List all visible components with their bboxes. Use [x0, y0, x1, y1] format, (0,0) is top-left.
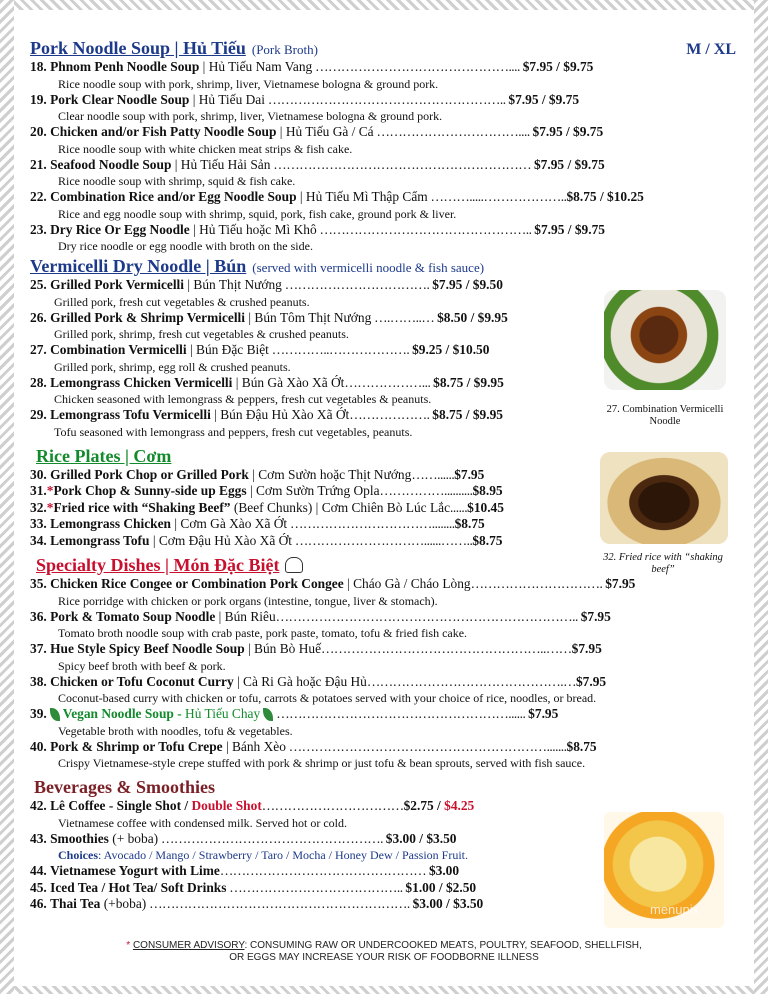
section-header	[34, 777, 740, 798]
item-price: $8.75 / $9.95	[433, 374, 504, 390]
menu-item	[30, 59, 740, 92]
item-number: 39.	[30, 706, 47, 721]
item-description: Crispy Vietnamese-style crepe stuffed with pork & shrimp or just tofu & bean sprouts, served with fish sauce.	[58, 756, 586, 770]
section-title: Vermicelli Dry Noodle | Bún	[30, 256, 247, 276]
item-name-vn: | Hủ Tiếu Hải Sản	[174, 156, 271, 172]
item-price: $3.00 / $3.50	[412, 896, 484, 911]
item-number: 36.	[30, 608, 47, 624]
frame-right-border	[754, 0, 768, 994]
item-name: Vietnamese Yogurt with Lime	[50, 863, 220, 878]
vegan-leaf-icon	[50, 708, 60, 721]
menu-item	[30, 641, 740, 674]
menu-item	[30, 124, 740, 157]
item-name-vn: | Hủ Tiếu Nam Vang	[202, 59, 313, 74]
section-note: (served with vermicelli noodle & fish sauce)	[252, 260, 485, 275]
item-name: Pork Chop & Sunny-side up Eggs	[53, 483, 247, 498]
item-name-vn: | Hủ Tiếu Gà / Cá	[279, 124, 374, 139]
item-number: 33.	[30, 516, 47, 531]
menu-item	[30, 739, 740, 772]
item-name: Combination Rice and/or Egg Noodle Soup	[50, 189, 297, 204]
leader-dots: …………………………......……..	[292, 532, 473, 548]
item-name-vn: | Bún Bò Huế	[248, 641, 322, 656]
item-name: Fried rice with “Shaking Beef”	[53, 499, 231, 515]
item-number: 46.	[30, 896, 47, 911]
vermicelli-caption: 27. Combination Vermicelli Noodle	[606, 404, 724, 427]
leader-dots: ……………………………........	[287, 516, 455, 531]
item-price: $3.00 / $3.50	[385, 830, 457, 846]
leader-dots: …………………………………………………….......	[285, 738, 567, 754]
leader-dots: ……......	[411, 466, 455, 482]
item-price: $1.00 / $2.50	[405, 879, 477, 895]
item-price: $8.50 / $9.95	[437, 309, 508, 325]
item-number: 21.	[30, 156, 47, 172]
item-number: 32.	[30, 499, 47, 515]
menu-item	[30, 674, 740, 707]
item-name: Grilled Pork Chop or Grilled Pork	[50, 466, 249, 482]
item-name: Lemongrass Tofu Vermicelli	[50, 407, 211, 422]
item-name-vn: | Cà Ri Gà hoặc Đậu Hủ	[237, 673, 367, 689]
section-pork-noodle	[30, 38, 740, 254]
leader-dots: ……………….	[349, 407, 433, 422]
item-separator: /	[181, 798, 192, 813]
section-title: Specialty Dishes | Món Đặc Biệt	[36, 555, 280, 575]
leader-dots: …………………………………………	[219, 863, 429, 878]
item-name: Combination Vermicelli	[50, 342, 187, 357]
item-price: $7.95 / $9.75	[522, 59, 594, 74]
item-name-vn: | Bún Tôm Thịt Nướng	[248, 309, 372, 325]
leader-dots: ……………………………………………………………..	[275, 608, 581, 624]
item-description: Grilled pork, shrimp, fresh cut vegetables & crushed peanuts.	[54, 327, 349, 341]
advisory-line2: OR EGGS MAY INCREASE YOUR RISK OF FOODBORNE ILLNESS	[229, 952, 539, 963]
section-title: Beverages & Smoothies	[34, 777, 215, 797]
section-title: Pork Noodle Soup | Hủ Tiếu	[30, 38, 246, 58]
item-name-vn: | Bún Đặc Biệt	[189, 342, 269, 357]
item-number: 31.	[30, 483, 47, 498]
item-name-vn: (+ boba)	[112, 830, 159, 846]
menu-item	[30, 222, 740, 255]
item-price: $9.25 / $10.50	[412, 342, 490, 357]
item-description: Dry rice noodle or egg noodle with broth on the side.	[58, 239, 313, 253]
item-description: Spicy beef broth with beef & pork.	[58, 658, 226, 673]
menu-item	[30, 706, 740, 739]
item-name: Grilled Pork & Shrimp Vermicelli	[50, 309, 245, 325]
item-description: Clear noodle soup with pork, shrimp, liver, Vietnamese bologna & ground pork.	[58, 109, 443, 123]
item-name-vn: | Cơm Sườn hoặc Thịt Nướng	[252, 466, 412, 482]
item-number: 28.	[30, 374, 47, 390]
item-name-vn: (+boba)	[103, 896, 147, 911]
menu-item	[30, 576, 740, 609]
watermark: menupix	[650, 902, 700, 917]
fried-rice-photo	[600, 452, 728, 544]
advisory-line1: : CONSUMING RAW OR UNDERCOOKED MEATS, POULTRY, SEAFOOD, SHELLFISH,	[244, 940, 642, 951]
leader-dots: ……………..........	[379, 483, 473, 498]
leader-dots: ………………………………………………......	[276, 706, 529, 721]
item-description: Rice and egg noodle soup with shrimp, squid, pork, fish cake, ground pork & liver.	[58, 206, 457, 221]
item-price: $7.95	[605, 576, 636, 591]
item-star: *	[46, 483, 54, 498]
item-name-vn: | Bún Thịt Nướng	[187, 277, 282, 292]
item-number: 18.	[30, 59, 47, 74]
item-name-vn: | Bún Riêu	[218, 608, 276, 624]
item-number: 26.	[30, 309, 47, 325]
menu-item	[30, 189, 740, 222]
item-name-vn: | Hủ Tiếu Mì Thập Cẩm	[299, 189, 428, 204]
item-name: Dry Rice Or Egg Noodle	[50, 221, 190, 237]
section-header	[30, 38, 740, 59]
item-name: Lê Coffee - Single Shot	[50, 798, 182, 813]
item-number: 23.	[30, 221, 47, 237]
item-name: Grilled Pork Vermicelli	[50, 277, 184, 292]
leader-dots: ……….....………………..	[427, 189, 567, 204]
item-name-vn: (Beef Chunks) | Cơm Chiên Bò Lúc Lắc	[233, 499, 451, 515]
item-name-alt: Double Shot	[191, 798, 262, 813]
item-name-vn: | Cơm Đậu Hủ Xào Xã Ớt	[152, 532, 292, 548]
menu-item	[30, 609, 740, 642]
leader-dots: ………………...	[344, 374, 434, 390]
consumer-advisory	[0, 940, 768, 964]
item-name: Lemongrass Chicken	[50, 516, 172, 531]
item-price: $7.95	[580, 608, 611, 624]
item-name: Chicken or Tofu Coconut Curry	[50, 673, 234, 689]
item-number: 43.	[30, 830, 47, 846]
leader-dots: ……………………………………….…	[366, 673, 576, 689]
item-description: Chicken seasoned with lemongrass & peppers, fresh cut vegetables & peanuts.	[54, 392, 432, 406]
vermicelli-photo	[604, 290, 726, 390]
leader-dots: ………………………………………....	[312, 59, 523, 74]
leader-dots: …………………………………..	[226, 879, 406, 895]
choices-label: Choices	[58, 848, 98, 862]
item-name: Seafood Noodle Soup	[50, 156, 172, 172]
item-number: 30.	[30, 466, 47, 482]
item-price: $3.00	[428, 863, 460, 878]
item-name: Chicken and/or Fish Patty Noodle Soup	[50, 124, 277, 139]
item-description: Rice noodle soup with pork, shrimp, liver, Vietnamese bologna & ground pork.	[58, 76, 439, 91]
item-price: $7.95 / $9.75	[508, 91, 580, 107]
item-number: 44.	[30, 863, 47, 878]
item-description: Rice noodle soup with shrimp, squid & fish cake.	[58, 174, 296, 188]
item-price: $10.45	[467, 499, 504, 515]
leader-dots: …………………………………………….	[158, 830, 386, 846]
item-name: Vegan Noodle Soup -	[62, 706, 182, 721]
item-number: 40.	[30, 738, 47, 754]
item-name: Phnom Penh Noodle Soup	[50, 59, 200, 74]
item-price: $8.75	[566, 738, 597, 754]
item-number: 20.	[30, 124, 47, 139]
item-number: 25.	[30, 277, 47, 292]
item-price: $8.75 / $9.95	[432, 407, 503, 422]
item-name: Smoothies	[50, 830, 109, 846]
item-number: 37.	[30, 641, 47, 656]
item-description: Grilled pork, shrimp, egg roll & crushed peanuts.	[54, 359, 291, 374]
leader-dots: ……………………………………………..……	[321, 641, 572, 656]
item-number: 42.	[30, 798, 47, 813]
item-price-alt: $4.25	[444, 798, 475, 813]
leader-dots: ….……..…	[371, 309, 438, 325]
item-description: Coconut-based curry with chicken or tofu, carrots & potatoes served with your choice of rice, noodles, or bread.	[58, 691, 597, 705]
frame-bottom-border	[0, 986, 768, 994]
section-title: Rice Plates | Cơm	[36, 445, 172, 466]
leader-dots: ......	[450, 499, 468, 515]
item-name: Pork & Shrimp or Tofu Crepe	[50, 738, 223, 754]
item-name-vn: Hủ Tiếu Chay	[185, 706, 261, 721]
fried-rice-caption: 32. Fried rice with “shaking beef”	[603, 552, 723, 575]
item-number: 27.	[30, 342, 47, 357]
leader-dots: ………………………………………………..	[264, 91, 509, 107]
item-description: Rice noodle soup with white chicken meat strips & fish cake.	[58, 141, 353, 156]
item-name-vn: | Hủ Tiếu Dai	[192, 91, 265, 107]
item-name-vn: | Cháo Gà / Cháo Lòng	[347, 576, 471, 591]
item-name: Lemongrass Tofu	[50, 532, 150, 548]
item-number: 19.	[30, 91, 47, 107]
item-name-vn: | Hủ Tiếu hoặc Mì Khô	[193, 221, 317, 237]
item-description: Tofu seasoned with lemongrass and peppers, fresh cut vegetables, peanuts.	[54, 424, 413, 439]
item-name-vn: | Cơm Gà Xào Xã Ớt	[174, 516, 288, 531]
item-description: Vegetable broth with noodles, tofu & vegetables.	[58, 723, 293, 738]
item-price: $7.95 / $9.75	[534, 221, 605, 237]
item-name: Thai Tea	[50, 896, 101, 911]
vegan-leaf-icon	[263, 708, 273, 721]
item-name: Pork & Tomato Soup Noodle	[50, 608, 216, 624]
item-name-vn: | Cơm Sườn Trứng Opla	[249, 483, 380, 498]
item-description: Tomato broth noodle soup with crab paste, pork paste, tomato, tofu & fried fish cake.	[58, 626, 468, 640]
item-price: $7.95	[528, 706, 559, 721]
choices-text: : Avocado / Mango / Strawberry / Taro / Mocha / Honey Dew / Passion Fruit.	[98, 848, 468, 862]
leader-dots: ………………………….	[470, 576, 606, 591]
item-description: Vietnamese coffee with condensed milk. Served hot or cold.	[58, 815, 347, 830]
item-description: Rice porridge with chicken or pork organs (intestine, tongue, liver & stomach).	[58, 593, 438, 608]
section-note: (Pork Broth)	[251, 42, 318, 57]
frame-top-border	[0, 0, 768, 10]
item-price: $7.95	[571, 641, 602, 656]
leader-dots: ……………………………....	[373, 124, 533, 139]
leader-dots: ……………………………………………………	[270, 156, 534, 172]
section-header	[30, 256, 740, 277]
item-price: $8.95	[472, 483, 503, 498]
menu-item	[30, 157, 740, 190]
item-price: $7.95	[454, 466, 485, 482]
item-number: 45.	[30, 879, 47, 895]
item-number: 22.	[30, 189, 47, 204]
item-name-vn: | Bánh Xèo	[225, 738, 286, 754]
item-price: $8.75	[454, 516, 485, 531]
item-price: $2.75 /	[403, 798, 445, 813]
item-number: 35.	[30, 576, 47, 591]
item-price: $7.95 / $9.75	[532, 124, 604, 139]
advisory-star: *	[126, 940, 131, 951]
item-price: $7.95	[575, 673, 607, 689]
chef-hat-icon	[285, 557, 303, 573]
item-price: $8.75 / $10.25	[566, 189, 644, 204]
leader-dots: …………..……………….	[268, 342, 413, 357]
item-price: $7.95 / $9.75	[533, 156, 605, 172]
item-number: 29.	[30, 407, 47, 422]
size-header: M / XL	[686, 41, 736, 58]
menu-item	[30, 92, 740, 125]
leader-dots: …………………………………………………….	[146, 896, 413, 911]
advisory-label: CONSUMER ADVISORY	[132, 940, 245, 951]
frame-left-border	[0, 0, 14, 994]
item-name-vn: | Bún Gà Xào Xã Ớt	[235, 374, 345, 390]
item-star: *	[46, 499, 54, 515]
item-name-vn: | Bún Đậu Hủ Xào Xã Ớt	[214, 407, 350, 422]
item-name: Lemongrass Chicken Vermicelli	[50, 374, 233, 390]
leader-dots: …………………………………………..	[316, 221, 535, 237]
item-name: Pork Clear Noodle Soup	[50, 91, 190, 107]
item-price: $7.95 / $9.50	[432, 277, 503, 292]
item-number: 34.	[30, 532, 47, 548]
item-number: 38.	[30, 673, 47, 689]
leader-dots: ……………………………	[261, 798, 404, 813]
item-name: Hue Style Spicy Beef Noodle Soup	[50, 641, 245, 656]
section-specialty	[30, 555, 740, 771]
leader-dots: …………………………….	[281, 277, 433, 292]
item-price: $8.75	[472, 532, 503, 548]
item-name: Chicken Rice Congee or Combination Pork Congee	[50, 576, 344, 591]
item-name: Iced Tea / Hot Tea/ Soft Drinks	[50, 879, 227, 895]
item-description: Grilled pork, fresh cut vegetables & crushed peanuts.	[54, 294, 310, 309]
